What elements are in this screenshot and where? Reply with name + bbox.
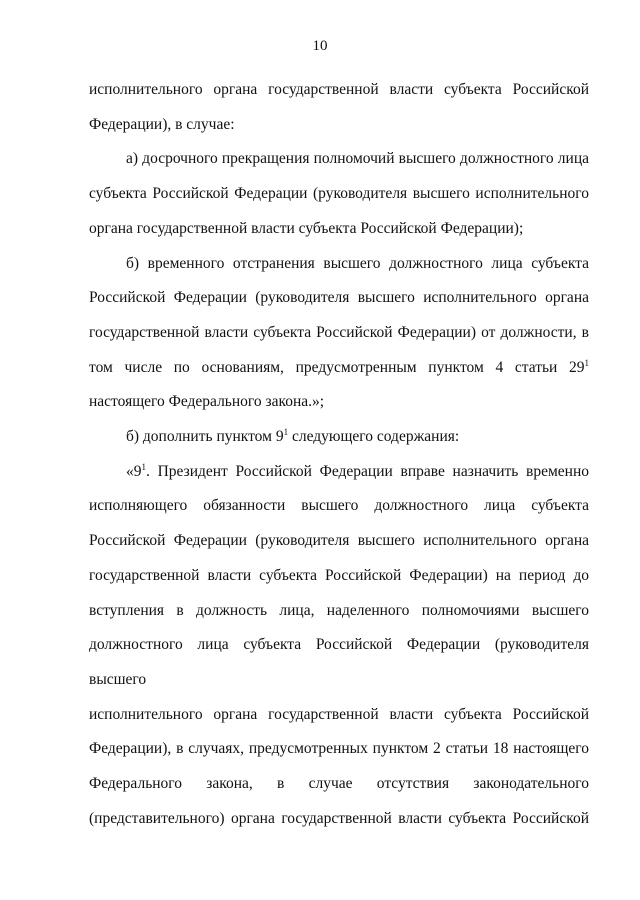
text-line: вступления в должность лица, наделенного полномочиями высшего: [89, 601, 589, 619]
text-line: должностного лица субъекта Российской Федерации (руководителя высшего: [89, 636, 589, 688]
paragraph-point-9-1: [89, 455, 589, 837]
paragraph-item-a: [89, 142, 589, 246]
text-fragment: «9: [126, 462, 142, 480]
text-line: государственной власти субъекта Российской Федерации) от должности, в: [89, 323, 589, 341]
text-line-with-superscript: [89, 455, 589, 490]
text-fragment: том числе по основаниям, предусмотренным пунктом 4 статьи 29: [89, 358, 585, 376]
text-line: (представительного) органа государственной власти субъекта Российской: [89, 809, 589, 827]
superscript: 1: [141, 461, 146, 472]
text-line: Федерального закона, в случае отсутствия законодательного: [89, 775, 589, 793]
text-line: государственной власти субъекта Российской Федерации) на период до: [89, 566, 589, 584]
page-number: 10: [312, 38, 328, 54]
paragraph-item-b: [89, 247, 589, 421]
text-line: Российской Федерации (руководителя высшего исполнительного органа: [89, 289, 589, 307]
superscript: 1: [283, 427, 289, 438]
text-line: настоящего Федерального закона.»;: [89, 393, 325, 411]
text-line-with-superscript: [89, 351, 589, 386]
paragraph-amendment-b: [89, 420, 589, 455]
text-line: субъекта Российской Федерации (руководителя высшего исполнительного: [89, 185, 589, 203]
text-line: исполнительного органа государственной власти субъекта Российской: [89, 81, 589, 98]
text-line-with-superscript: [89, 420, 589, 455]
document-body: [89, 73, 589, 836]
paragraph-continuation: [89, 73, 589, 142]
text-fragment: следующего содержания:: [288, 428, 460, 446]
text-fragment: б) дополнить пунктом 9: [126, 428, 284, 446]
text-fragment: . Президент Российской Федерации вправе назначить временно: [146, 462, 589, 480]
text-line: Федерации), в случае:: [89, 115, 235, 133]
text-line: Федерации), в случаях, предусмотренных пунктом 2 статьи 18 настоящего: [89, 740, 589, 758]
text-line: исполнительного органа государственной власти субъекта Российской: [89, 705, 589, 723]
superscript: 1: [584, 357, 589, 368]
text-line: б) временного отстранения высшего должностного лица субъекта: [126, 254, 589, 272]
text-line: а) досрочного прекращения полномочий высшего должностного лица: [126, 150, 589, 168]
text-line: Российской Федерации (руководителя высшего исполнительного органа: [89, 532, 589, 550]
text-line: исполняющего обязанности высшего должностного лица субъекта: [89, 497, 589, 515]
text-line: органа государственной власти субъекта Российской Федерации);: [89, 219, 524, 237]
